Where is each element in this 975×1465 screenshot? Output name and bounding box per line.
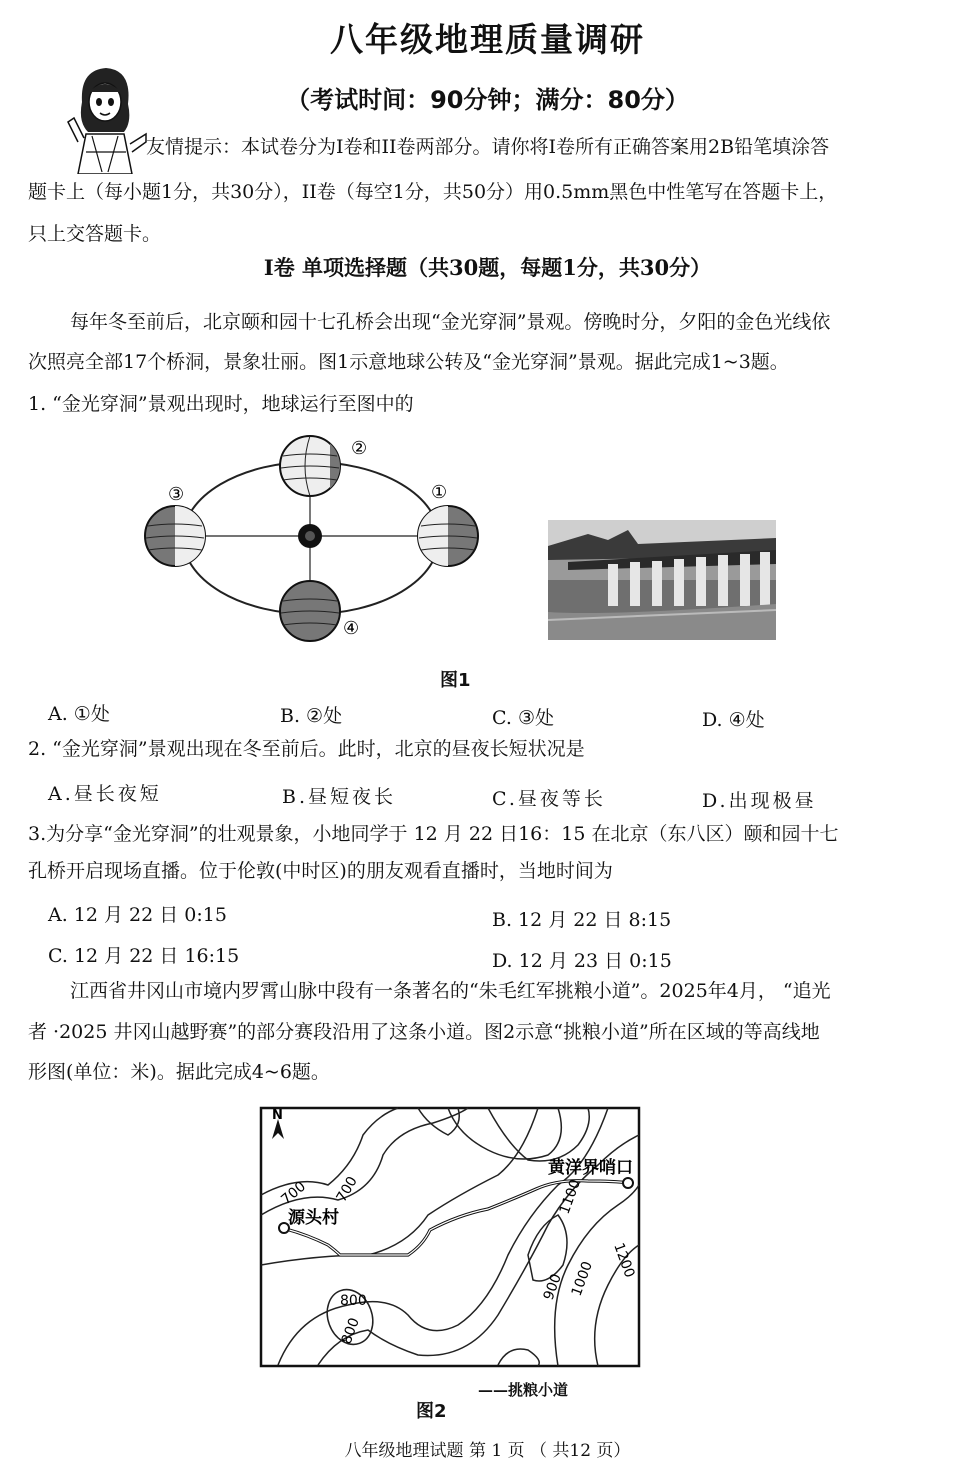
position-label: ②	[351, 438, 368, 459]
figure2-caption: 图2	[416, 1401, 447, 1422]
q3-option-a: A. 12 月 22 日 0:15	[48, 904, 227, 926]
q1-option-d: D. ④处	[702, 709, 765, 731]
position-label: ①	[431, 482, 448, 503]
page-footer: 八年级地理试题 第 1 页 （ 共12 页）	[344, 1441, 631, 1461]
q3-line-1: 3.为分享“金光穿洞”的壮观景象，小地同学于 12 月 22 日16：15 在北京（东八区）颐和园十七	[28, 823, 839, 845]
intro2-line-2: 者 ·2025 井冈山越野赛”的部分赛段沿用了这条小道。图2示意“挑粮小道”所在区域的等高线地	[28, 1021, 820, 1043]
contour-label: 800	[340, 1293, 367, 1309]
contour-label: 900	[540, 1271, 565, 1303]
contour-label: 700	[333, 1173, 361, 1205]
position-label: ③	[168, 484, 185, 505]
q1-option-b: B. ②处	[280, 705, 343, 727]
cartoon-girl-icon	[62, 62, 148, 174]
contour-label: 800	[338, 1315, 363, 1347]
map-legend: ——挑粮小道	[478, 1381, 569, 1399]
page-title: 八年级地理质量调研	[330, 20, 645, 59]
earth-orbit-diagram	[140, 426, 490, 651]
contour-map	[258, 1105, 643, 1370]
intro2-line-1: 江西省井冈山市境内罗霄山脉中段有一条著名的“朱毛红军挑粮小道”。2025年4月， “追光	[70, 980, 831, 1002]
intro1-line-1: 每年冬至前后，北京颐和园十七孔桥会出现“金光穿洞”景观。傍晚时分，夕阳的金色光线依	[70, 311, 831, 333]
q2-stem: 2. “金光穿洞”景观出现在冬至前后。此时，北京的昼夜长短状况是	[28, 738, 585, 760]
q2-option-a: A.昼长夜短	[48, 783, 162, 805]
contour-label: 1000	[568, 1259, 596, 1299]
section-heading: I卷 单项选择题（共30题，每题1分，共30分）	[263, 255, 712, 280]
contour-label: 1100	[556, 1177, 584, 1217]
intro2-line-3: 形图(单位：米)。据此完成4~6题。	[28, 1061, 330, 1083]
q2-option-d: D.出现极昼	[702, 790, 817, 812]
place-label-start: 源头村	[288, 1208, 339, 1228]
q3-option-b: B. 12 月 22 日 8:15	[492, 909, 672, 931]
notice-line-2: 题卡上（每小题1分，共30分），II卷（每空1分，共50分）用0.5mm黑色中性笔写在答题卡上，	[28, 181, 838, 203]
figure1-caption: 图1	[440, 670, 471, 691]
notice-line-3: 只上交答题卡。	[28, 223, 162, 245]
q3-option-d: D. 12 月 23 日 0:15	[492, 950, 672, 972]
north-label: N	[272, 1108, 283, 1123]
q1-option-a: A. ①处	[48, 703, 110, 725]
position-label: ④	[343, 618, 360, 639]
q2-option-c: C.昼夜等长	[492, 788, 606, 810]
q3-option-c: C. 12 月 22 日 16:15	[48, 945, 240, 967]
q1-option-c: C. ③处	[492, 707, 554, 729]
q2-option-b: B.昼短夜长	[282, 786, 397, 808]
seventeen-arch-bridge-photo	[548, 520, 776, 640]
q1-stem: 1. “金光穿洞”景观出现时，地球运行至图中的	[28, 393, 414, 415]
contour-label: 1200	[610, 1240, 638, 1280]
intro1-line-2: 次照亮全部17个桥洞，景象壮丽。图1示意地球公转及“金光穿洞”景观。据此完成1~3题。	[28, 351, 789, 373]
notice-line-1: 友情提示：本试卷分为I卷和II卷两部分。请你将I卷所有正确答案用2B铅笔填涂答	[146, 136, 830, 158]
place-label-end: 黄洋界哨口	[548, 1158, 633, 1178]
exam-info: （考试时间：90分钟；满分：80分）	[286, 86, 689, 114]
contour-label: 700	[278, 1178, 310, 1209]
q3-line-2: 孔桥开启现场直播。位于伦敦(中时区)的朋友观看直播时，当地时间为	[28, 860, 613, 882]
